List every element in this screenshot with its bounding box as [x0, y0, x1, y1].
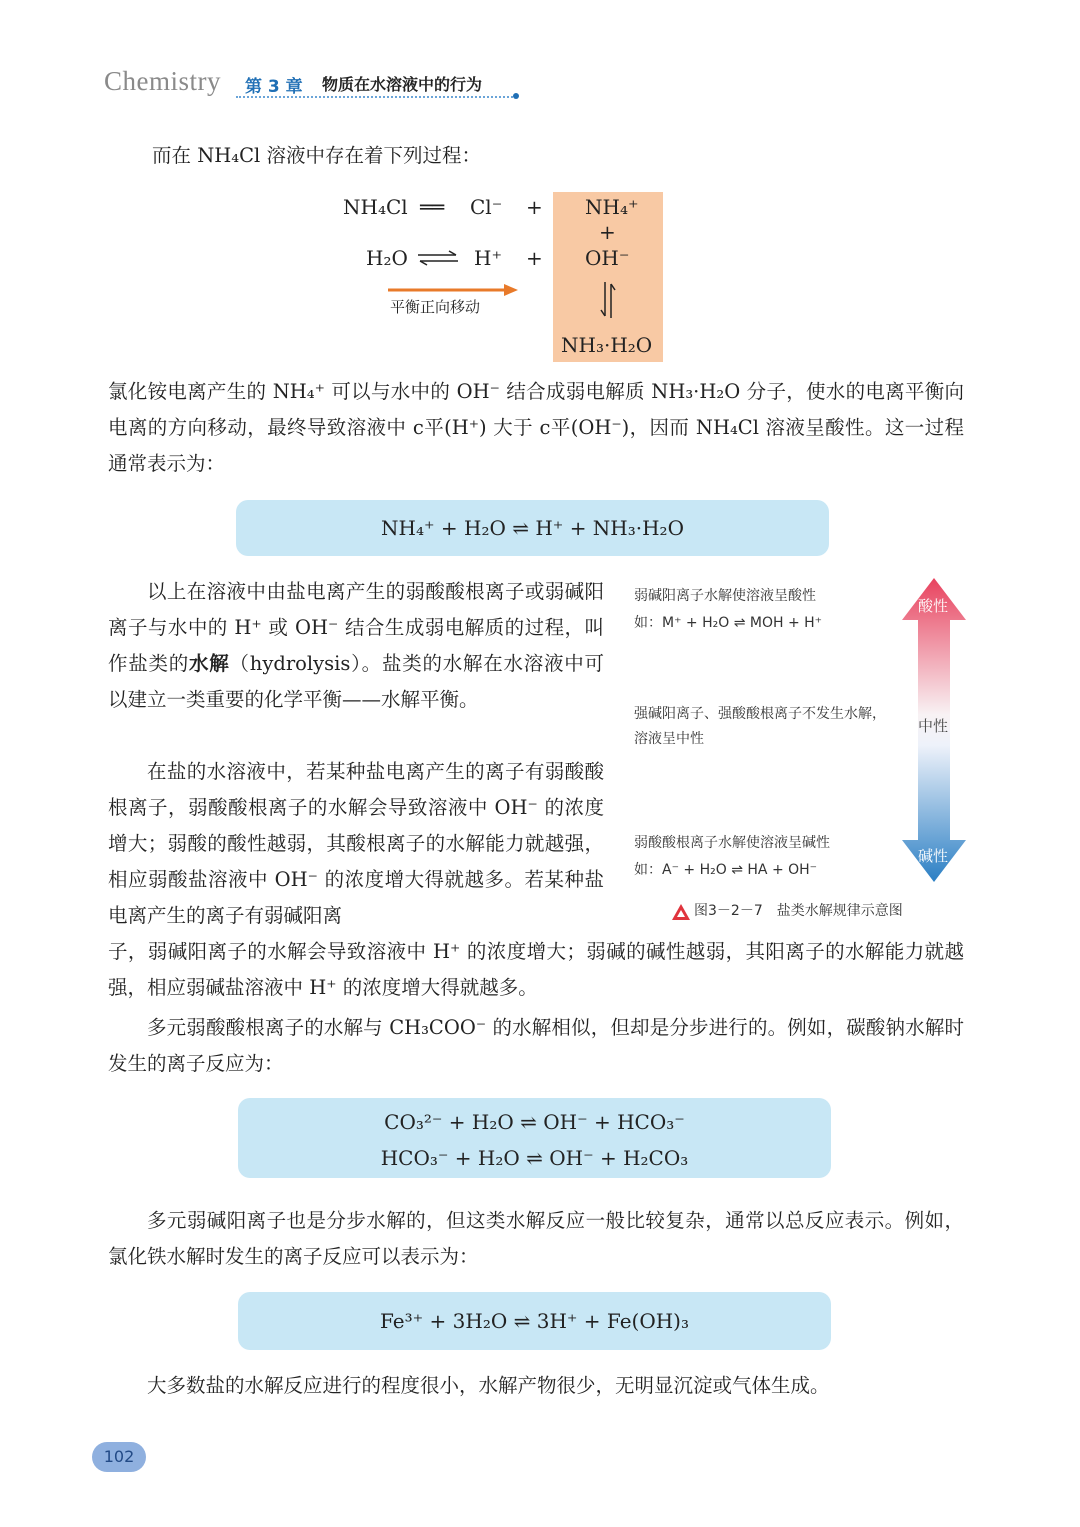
equation-carbonate-step2: HCO₃⁻ + H₂O ⇌ OH⁻ + H₂CO₃	[380, 1146, 689, 1170]
equation-box-nh4	[236, 500, 829, 556]
base-example: 如：A⁻ + H₂O ⇌ HA + OH⁻	[634, 862, 818, 878]
neutral-description: 强碱阳离子、强酸酸根离子不发生水解，溶液呈中性	[634, 706, 886, 747]
nh3h2o-product: NH₃·H₂O	[561, 333, 653, 357]
paragraph-hydrolysis-rule: 在盐的水溶液中，若某种盐电离产生的离子有弱酸酸根离子，弱酸酸根离子的水解会导致溶液中 OH⁻ 的浓度增大；弱酸的酸性越弱，其酸根离子的水解能力就越强，相应弱酸盐溶液中 OH⁻ 的浓度增大得就越多。若某种盐电离产生的离子有弱碱阳离	[108, 760, 604, 927]
paragraph-hydrolysis-rule-cont: 子，弱碱阳离子的水解会导致溶液中 H⁺ 的浓度增大；弱碱的碱性越弱，其阳离子的水解能力就越强，相应弱碱盐溶液中 H⁺ 的浓度增大得就越多。	[108, 940, 964, 999]
equation-box-carbonate	[238, 1098, 831, 1178]
definition-text-b: （hydrolysis）。盐类的水解在水溶液中可以建立一类重要的化学平衡——水解平衡。	[108, 652, 604, 711]
plus-sign-2: +	[526, 246, 543, 270]
vertical-equilibrium-arrow	[600, 280, 616, 324]
header-subject: Chemistry	[104, 66, 221, 96]
paragraph-hydrolysis-definition	[108, 574, 604, 718]
page-number: 102	[92, 1442, 146, 1472]
acid-label: 酸性	[918, 597, 949, 615]
equation-iron-hydrolysis: Fe³⁺ + 3H₂O ⇌ 3H⁺ + Fe(OH)₃	[380, 1309, 689, 1333]
definition-text-a: 以上在溶液中由盐电离产生的弱酸酸根离子或弱碱阳离子与水中的 H⁺ 或 OH⁻ 结合生成弱电解质的过程，叫作盐类的	[108, 580, 604, 675]
equilibrium-arrow	[416, 250, 460, 270]
plus-sign-1: +	[526, 195, 543, 219]
plus-sign-box: +	[599, 220, 616, 244]
base-label: 碱性	[918, 847, 949, 865]
equation-carbonate-step1: CO₃²⁻ + H₂O ⇌ OH⁻ + HCO₃⁻	[384, 1110, 685, 1134]
cl-ion: Cl⁻	[470, 195, 503, 219]
caption-triangle-icon	[672, 904, 690, 924]
nh4-ion: NH₄⁺	[585, 195, 639, 219]
ionize-sign: ══	[420, 195, 445, 219]
acid-example: 如：M⁺ + H₂O ⇌ MOH + H⁺	[634, 615, 823, 631]
term-hydrolysis: 水解	[189, 652, 230, 675]
oh-ion: OH⁻	[585, 246, 630, 270]
water-formula: H₂O	[366, 246, 408, 270]
paragraph-polybasic: 多元弱碱阳离子也是分步水解的，但这类水解反应一般比较复杂，通常以总反应表示。例如，氯化铁水解时发生的离子反应可以表示为：	[108, 1209, 964, 1268]
base-description: 弱酸酸根离子水解使溶液呈碱性	[634, 835, 830, 851]
chapter-title: 物质在水溶液中的行为	[322, 75, 483, 94]
header-divider	[236, 96, 516, 98]
figure-caption: 图3－2－7 盐类水解规律示意图	[694, 903, 903, 919]
equation-box-iron	[238, 1292, 831, 1350]
chapter-number: 第 3 章	[245, 77, 303, 97]
paragraph-conclusion: 大多数盐的水解反应进行的程度很小，水解产物很少，无明显沉淀或气体生成。	[147, 1374, 830, 1397]
h-ion: H⁺	[474, 246, 502, 270]
intro-line: 而在 NH₄Cl 溶液中存在着下列过程：	[152, 144, 481, 167]
equation-nh4-hydrolysis: NH₄⁺ + H₂O ⇌ H⁺ + NH₃·H₂O	[381, 516, 684, 540]
nh4cl-formula: NH₄Cl	[343, 195, 408, 219]
neutral-label: 中性	[918, 717, 949, 735]
paragraph-nh4-explanation: 氯化铵电离产生的 NH₄⁺ 可以与水中的 OH⁻ 结合成弱电解质 NH₃·H₂O 分子，使水的电离平衡向电离的方向移动，最终导致溶液中 c平(H⁺) 大于 c平(OH⁻)，因而 NH₄Cl 溶液呈酸性。这一过程通常表示为：	[108, 380, 964, 475]
shift-label: 平衡正向移动	[390, 298, 481, 316]
header-dot	[513, 93, 519, 99]
acid-description: 弱碱阳离子水解使溶液呈酸性	[634, 588, 816, 604]
paragraph-polyprotic-acid: 多元弱酸酸根离子的水解与 CH₃COO⁻ 的水解相似，但却是分步进行的。例如，碳酸钠水解时发生的离子反应为：	[108, 1016, 964, 1075]
